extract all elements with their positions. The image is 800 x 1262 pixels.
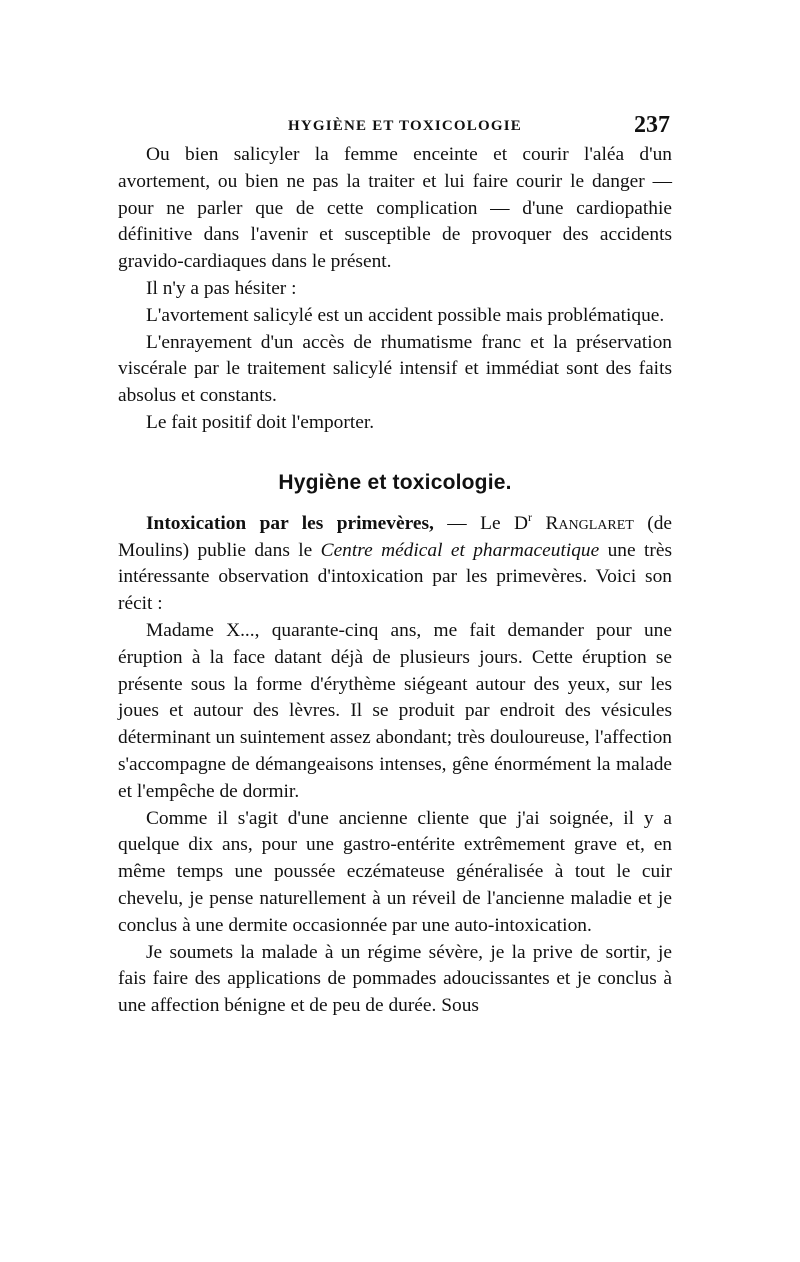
section-title: Hygiène et toxicologie.	[278, 470, 512, 494]
doctor-title-sup: r	[528, 509, 532, 524]
paragraph: L'enrayement d'un accès de rhumatisme franc et la préservation viscérale par le traitement salicylé intensif et immédiat sont des faits absolus et constants.	[118, 331, 672, 407]
paragraph: L'avortement salicylé est un accident possible mais problématique.	[146, 304, 665, 326]
journal-title: Centre médical et pharmaceutique	[320, 539, 600, 561]
running-header	[118, 112, 672, 142]
doctor-name: Ranglaret	[545, 512, 634, 534]
paragraph: Il n'y a pas hésiter :	[146, 277, 297, 299]
page-number: 237	[634, 112, 670, 138]
lead-text-1: (de Moulins) publie dans le	[118, 512, 673, 561]
running-title: HYGIÈNE ET TOXICOLOGIE	[288, 118, 522, 134]
section-lead-paragraph	[118, 511, 672, 618]
paragraph: Ou bien salicyler la femme enceinte et courir l'aléa d'un avortement, ou bien ne pas la traiter et lui faire courir le danger — pour ne parler que de cette complication — d'une cardiopathie définitive dans l'avenir et susceptible de provoquer des accidents gravido-cardiaques dans le présent.	[118, 144, 672, 273]
paragraph: Madame X..., quarante-cinq ans, me fait demander pour une éruption à la face datant déjà de plusieurs jours. Cette éruption se présente sous la forme d'érythème siégeant autour des yeux, sur les joues et autour des lèvres. Il se produit par endroit des vésicules déterminant un suintement assez abondant; très douloureuse, l'affection s'accompagne de démangeaisons intenses, gêne énormément la malade et l'empêche de dormir.	[118, 619, 672, 802]
lead-text-2: une très intéressante observation d'intoxication par les primevères. Voici son récit :	[118, 539, 672, 615]
book-page	[118, 112, 672, 1020]
paragraph: Comme il s'agit d'une ancienne cliente que j'ai soignée, il y a quelque dix ans, pour une gastro-entérite extrêmement grave et, en même temps une poussée eczémateuse généralisée à tout le cuir chevelu, je pense naturellement à un réveil de l'ancienne maladie et je conclus à une dermite occasionnée par une auto-intoxication.	[118, 807, 672, 936]
paragraph: Le fait positif doit l'emporter.	[146, 411, 375, 433]
lead-dash: — Le D	[433, 512, 528, 534]
lead-heading: Intoxication par les primevères,	[146, 512, 434, 534]
paragraph: Je soumets la malade à un régime sévère, je la prive de sortir, je fais faire des applications de pommades adoucissantes et je conclus à une affection bénigne et de peu de durée. Sous	[118, 941, 672, 1017]
